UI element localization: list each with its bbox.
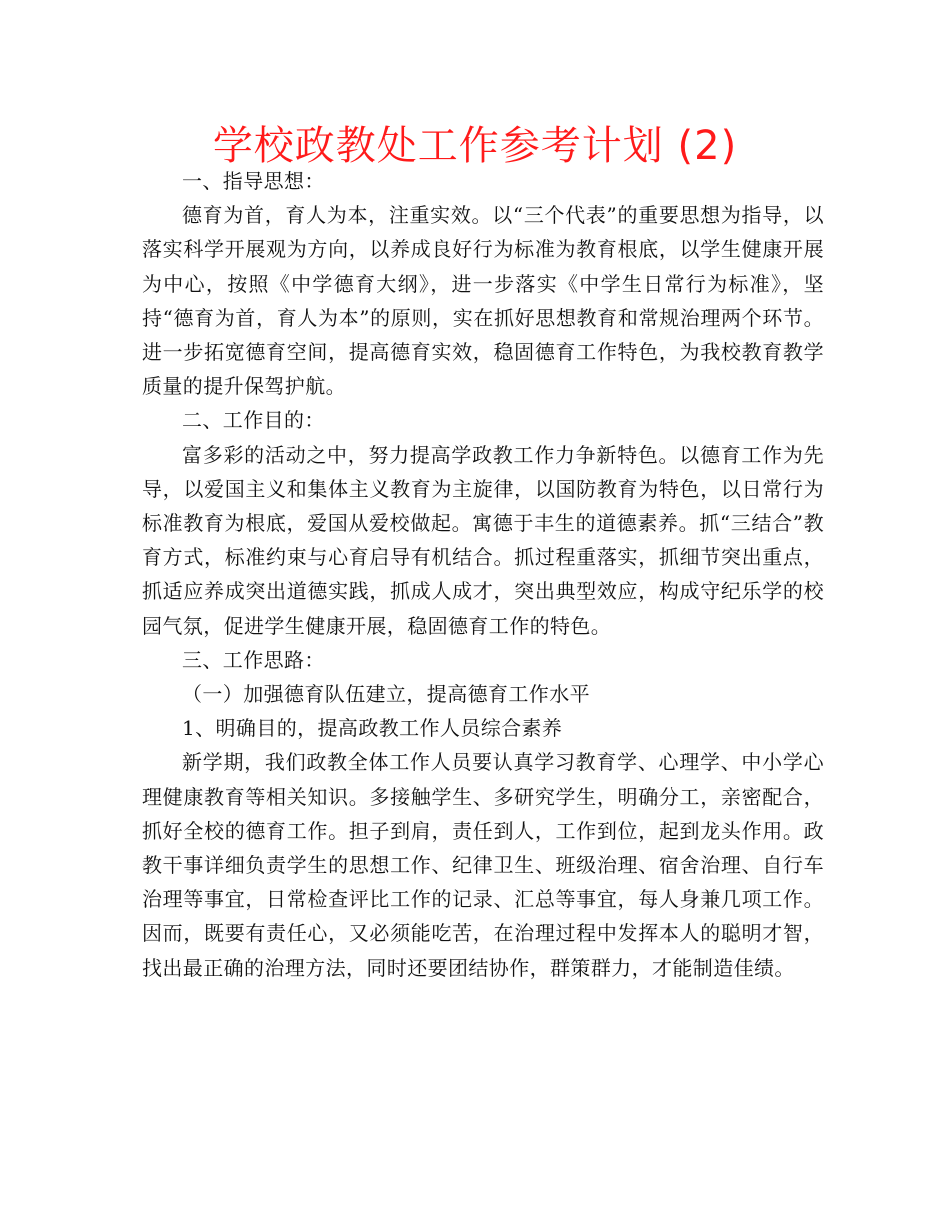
subsection-heading-team-building: （一）加强德育队伍建立，提高德育工作水平 bbox=[182, 682, 590, 707]
paragraph-guiding-ideology: 德育为首，育人为本，注重实效。以“三个代表”的重要思想为指导，以落实科学开展观为方向，以养成良好行为标准为教育根底，以学生健康开展为中心，按照《中学德育大纲》，进一步落实《中学生日常行为标准》，坚持“德育为首，育人为本”的原则，实在抓好思想教育和常规治理两个环节。进一步拓宽德育空间，提高德育实效，稳固德育工作特色，为我校教育教学质量的提升保驾护航。 bbox=[142, 203, 824, 399]
section-heading-work-approach: 三、工作思路： bbox=[182, 647, 325, 672]
item-heading-clarify-goals: 1、明确目的，提高政教工作人员综合素养 bbox=[182, 716, 563, 741]
document-body bbox=[142, 164, 824, 985]
section-heading-guiding-ideology: 一、指导思想： bbox=[182, 169, 325, 193]
paragraph-work-goals: 富多彩的活动之中，努力提高学政教工作力争新特色。以德育工作为先导，以爱国主义和集体主义教育为主旋律，以国防教育为特色，以日常行为标准教育为根底，爱国从爱校做起。寓德于丰生的道德素养。抓“三结合”教育方式，标准约束与心育启导有机结合。抓过程重落实，抓细节突出重点，抓适应养成突出道德实践，抓成人成才，突出典型效应，构成守纪乐学的校园气氛，促进学生健康开展，稳固德育工作的特色。 bbox=[142, 442, 824, 638]
paragraph-new-semester: 新学期，我们政教全体工作人员要认真学习教育学、心理学、中小学心理健康教育等相关知识。多接触学生、多研究学生，明确分工，亲密配合，抓好全校的德育工作。担子到肩，责任到人，工作到位，起到龙头作用。政教干事详细负责学生的思想工作、纪律卫生、班级治理、宿舍治理、自行车治理等事宜，日常检查评比工作的记录、汇总等事宜，每人身兼几项工作。因而，既要有责任心，又必须能吃苦，在治理过程中发挥本人的聪明才智，找出最正确的治理方法，同时还要团结协作，群策群力，才能制造佳绩。 bbox=[142, 750, 824, 980]
section-heading-work-goals: 二、工作目的： bbox=[182, 408, 325, 433]
document-title: 学校政教处工作参考计划 (2) bbox=[212, 123, 738, 169]
